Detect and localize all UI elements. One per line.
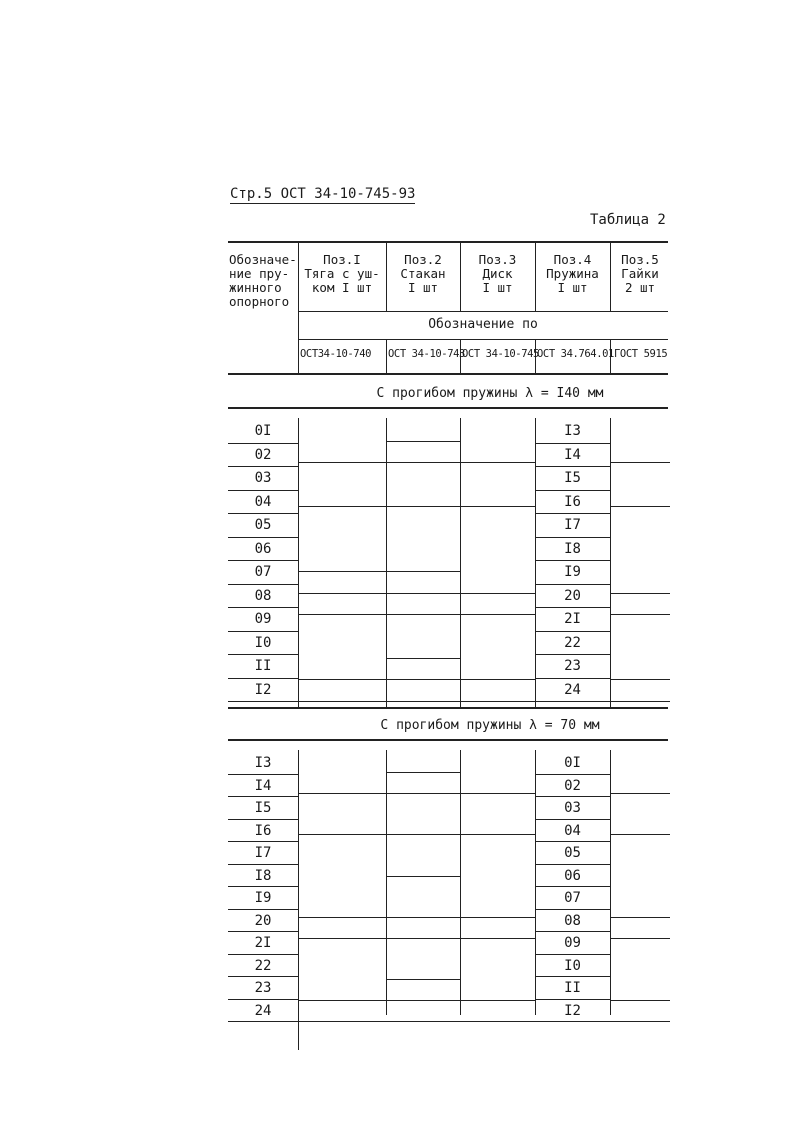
header-pos4: Поз.4 Пружина I шт bbox=[546, 252, 599, 295]
p1-cell bbox=[298, 835, 386, 918]
pos4-cell: 24 bbox=[564, 681, 581, 698]
pos4-cell: 23 bbox=[564, 658, 581, 674]
designation-cell: I2 bbox=[254, 681, 272, 698]
p2-cell bbox=[386, 594, 460, 616]
p5-cell bbox=[610, 420, 670, 463]
p3-cell bbox=[460, 918, 535, 939]
header-mid-rule bbox=[298, 311, 668, 312]
p2-cell bbox=[386, 442, 460, 464]
row-rule bbox=[610, 1021, 670, 1022]
pos4-cell: 04 bbox=[564, 822, 581, 839]
header-pos2: Поз.2 Стакан I шт bbox=[400, 252, 446, 295]
header-designation: Обозначе- ние пру- жинного опорного bbox=[229, 252, 297, 309]
p2-cell bbox=[386, 918, 460, 939]
row-rule bbox=[460, 1021, 535, 1022]
p5-cell bbox=[610, 794, 670, 836]
designation-cell: 03 bbox=[254, 470, 272, 486]
row-rule bbox=[610, 701, 670, 702]
p2-cell bbox=[386, 680, 460, 702]
p5-cell bbox=[610, 594, 670, 616]
p2-cell bbox=[386, 615, 460, 658]
designation-cell: I7 bbox=[254, 845, 272, 861]
p2-cell bbox=[386, 463, 460, 506]
row-rule bbox=[386, 701, 460, 702]
designation-cell: 23 bbox=[254, 980, 272, 996]
code-pos4: ОСТ 34.764.01 bbox=[537, 348, 614, 360]
designation-cell: 04 bbox=[254, 493, 272, 510]
p1-cell bbox=[298, 463, 386, 506]
row-rule bbox=[298, 1021, 386, 1022]
section2-title: С прогибом пружины λ = 70 мм bbox=[380, 718, 600, 733]
section2-top-rule bbox=[228, 739, 668, 741]
p2-cell bbox=[386, 794, 460, 836]
designation-cell: I4 bbox=[254, 777, 272, 794]
pos4-cell: 03 bbox=[564, 800, 581, 816]
header-pos1: Поз.I Тяга с уш- ком I шт bbox=[304, 252, 380, 295]
designation-cell: 22 bbox=[254, 957, 272, 974]
p1-cell bbox=[298, 594, 386, 616]
p1-cell bbox=[298, 939, 386, 1001]
pos4-cell: 09 bbox=[564, 935, 581, 951]
p2-cell bbox=[386, 507, 460, 572]
pos4-cell: 02 bbox=[564, 777, 581, 794]
pos4-cell: 08 bbox=[564, 912, 581, 929]
pos4-cell: 07 bbox=[564, 890, 581, 906]
code-pos5: ГОСТ 5915 bbox=[614, 348, 668, 360]
p2-cell bbox=[386, 877, 460, 919]
p5-cell bbox=[610, 680, 670, 702]
pos4-cell: II bbox=[564, 980, 581, 996]
section1-top-rule bbox=[228, 407, 668, 409]
designation-cell: 06 bbox=[254, 540, 272, 557]
header-bottom-rule bbox=[228, 373, 668, 375]
designation-cell: I9 bbox=[254, 890, 272, 906]
row-rule bbox=[228, 1021, 298, 1022]
p3-cell bbox=[460, 939, 535, 1001]
pos4-cell: 06 bbox=[564, 867, 581, 884]
table-title: Таблица 2 bbox=[590, 212, 666, 228]
p2-cell bbox=[386, 752, 460, 773]
p3-cell bbox=[460, 752, 535, 794]
p2-cell bbox=[386, 659, 460, 681]
designation-cell: I5 bbox=[254, 800, 272, 816]
designation-label: Обозначение по bbox=[428, 317, 538, 332]
p5-cell bbox=[610, 463, 670, 506]
pos4-cell: 2I bbox=[564, 611, 581, 627]
p1-cell bbox=[298, 572, 386, 594]
pos4-cell: 05 bbox=[564, 845, 581, 861]
page-header: Стр.5 ОСТ 34-10-745-93 bbox=[230, 186, 416, 202]
pos4-cell: I2 bbox=[564, 1002, 581, 1019]
p3-cell bbox=[460, 1001, 535, 1022]
designation-cell: I8 bbox=[254, 867, 272, 884]
header-pos5: Поз.5 Гайки 2 шт bbox=[621, 252, 659, 295]
pos4-cell: I7 bbox=[564, 517, 581, 533]
header-top-rule bbox=[228, 241, 668, 243]
header-codes-rule bbox=[298, 339, 668, 340]
section1-title: С прогибом пружины λ = I40 мм bbox=[376, 386, 604, 401]
p2-cell bbox=[386, 939, 460, 981]
designation-cell: 09 bbox=[254, 611, 272, 627]
p2-cell bbox=[386, 835, 460, 877]
designation-cell: I6 bbox=[254, 822, 272, 839]
pos4-cell: I8 bbox=[564, 540, 581, 557]
p1-cell bbox=[298, 507, 386, 572]
row-rule bbox=[460, 701, 535, 702]
p3-cell bbox=[460, 507, 535, 594]
designation-cell: 20 bbox=[254, 912, 272, 929]
p3-cell bbox=[460, 794, 535, 836]
header-pos3: Поз.3 Диск I шт bbox=[478, 252, 517, 295]
row-rule bbox=[228, 701, 298, 702]
designation-cell: 08 bbox=[254, 587, 272, 604]
p1-cell bbox=[298, 615, 386, 680]
pos4-cell: 20 bbox=[564, 587, 581, 604]
pos4-cell: I3 bbox=[564, 423, 581, 439]
pos4-cell: I6 bbox=[564, 493, 581, 510]
p2-cell bbox=[386, 773, 460, 794]
designation-cell: 0I bbox=[254, 423, 272, 439]
p2-cell bbox=[386, 572, 460, 594]
code-pos2: ОСТ 34-10-743 bbox=[388, 348, 465, 360]
designation-cell: 2I bbox=[254, 935, 272, 951]
designation-cell: I3 bbox=[254, 755, 272, 771]
p1-cell bbox=[298, 680, 386, 702]
p3-cell bbox=[460, 680, 535, 702]
code-pos1: ОСТ34-10-740 bbox=[300, 348, 372, 360]
designation-cell: I0 bbox=[254, 634, 272, 651]
designation-cell: 24 bbox=[254, 1002, 272, 1019]
code-pos3: ОСТ 34-10-745 bbox=[462, 348, 539, 360]
p3-cell bbox=[460, 615, 535, 680]
p5-cell bbox=[610, 835, 670, 918]
p5-cell bbox=[610, 939, 670, 1001]
pos4-cell: I4 bbox=[564, 446, 581, 463]
p5-cell bbox=[610, 507, 670, 594]
p3-cell bbox=[460, 463, 535, 506]
p5-cell bbox=[610, 918, 670, 939]
p1-cell bbox=[298, 918, 386, 939]
p3-cell bbox=[460, 835, 535, 918]
header-vline bbox=[386, 339, 387, 373]
pos4-cell: 0I bbox=[564, 755, 581, 771]
p3-cell bbox=[460, 594, 535, 616]
p1-cell bbox=[298, 752, 386, 794]
pos4-cell: I5 bbox=[564, 470, 581, 486]
pos4-cell: 22 bbox=[564, 634, 581, 651]
section1-bottom-rule bbox=[228, 707, 668, 709]
pos4-cell: I0 bbox=[564, 957, 581, 974]
p2-cell bbox=[386, 1001, 460, 1022]
p5-cell bbox=[610, 752, 670, 794]
p1-cell bbox=[298, 794, 386, 836]
p1-cell bbox=[298, 420, 386, 463]
pos4-cell: I9 bbox=[564, 564, 581, 580]
p5-cell bbox=[610, 615, 670, 680]
designation-cell: II bbox=[254, 658, 272, 674]
p2-cell bbox=[386, 420, 460, 442]
p3-cell bbox=[460, 420, 535, 463]
p2-cell bbox=[386, 980, 460, 1001]
designation-cell: 07 bbox=[254, 564, 272, 580]
p1-cell bbox=[298, 1001, 386, 1022]
p5-cell bbox=[610, 1001, 670, 1022]
designation-cell: 05 bbox=[254, 517, 272, 533]
designation-cell: 02 bbox=[254, 446, 272, 463]
row-rule bbox=[386, 1021, 460, 1022]
row-rule bbox=[298, 701, 386, 702]
